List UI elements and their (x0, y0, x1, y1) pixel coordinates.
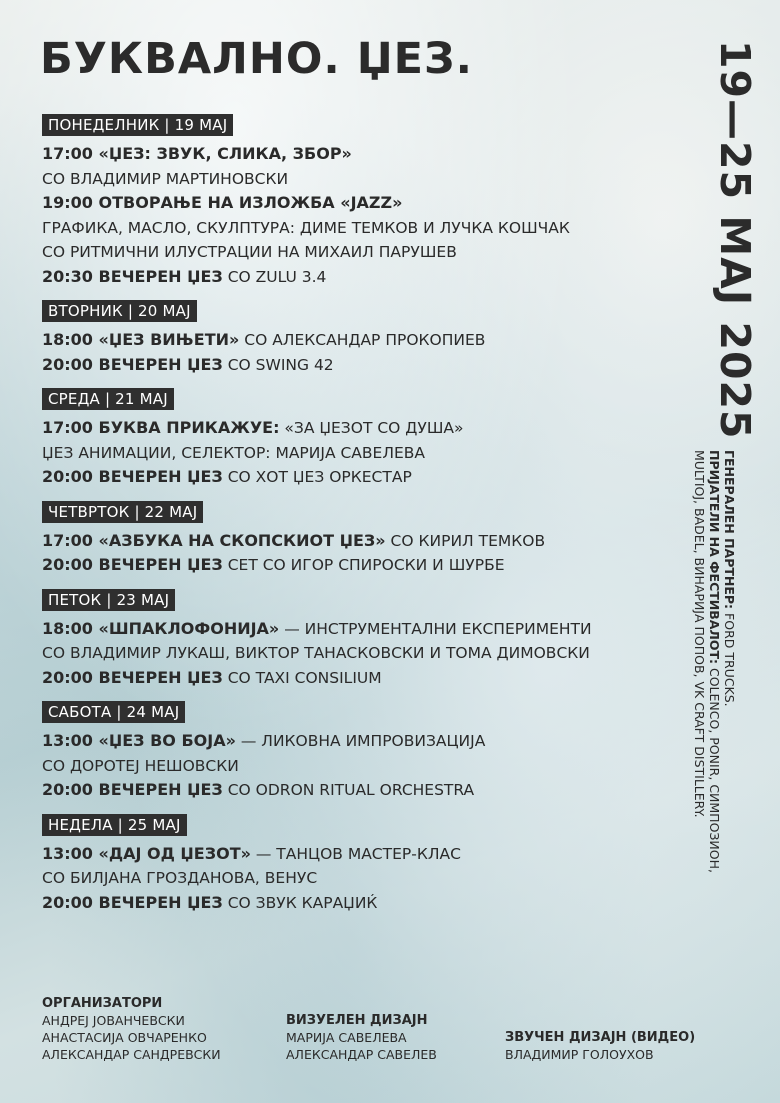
visual-design-credit (286, 1012, 437, 1063)
event-line (42, 240, 662, 265)
day-block (42, 300, 662, 377)
event-line (42, 353, 662, 378)
event-highlight: 20:00 ВЕЧЕРЕН ЏЕЗ (42, 555, 223, 574)
day-label: НЕДЕЛА | 25 МАЈ (42, 814, 187, 836)
event-highlight: 20:00 ВЕЧЕРЕН ЏЕЗ (42, 467, 223, 486)
event-detail: — ЛИКОВНА ИМПРОВИЗАЦИЈА (235, 732, 486, 750)
event-highlight: 20:00 ВЕЧЕРЕН ЏЕЗ (42, 780, 223, 799)
visual-design-heading: ВИЗУЕЛЕН ДИЗАЈН (286, 1013, 428, 1028)
event-highlight: 18:00 «ШПАКЛОФОНИЈА» (42, 618, 280, 638)
partners-line-3 (692, 450, 707, 873)
page-title: БУКВАЛНО. ЏЕЗ. (40, 34, 473, 84)
sound-designer-name: ВЛАДИМИР ГОЛОУХОВ (505, 1047, 654, 1062)
day-label: ПОНЕДЕЛНИК | 19 МАЈ (42, 114, 233, 136)
day-label: ВТОРНИК | 20 МАЈ (42, 300, 197, 322)
event-detail: — ТАНЦОВ МАСТЕР-КЛАС (250, 844, 461, 863)
event-line (42, 617, 662, 642)
event-line (42, 754, 662, 779)
day-block (42, 701, 662, 803)
day-label: СРЕДА | 21 МАЈ (42, 388, 174, 410)
schedule (42, 114, 662, 926)
friends-value-2: MULTIOJ, BADEL, ВИНАРИЈА ПОПОВ, VK CRAFT DISTILLERY. (692, 450, 707, 818)
event-line (42, 729, 662, 754)
event-detail: СО БИЛЈАНА ГРОЗДАНОВА, ВЕНУС (42, 869, 318, 887)
day-block (42, 501, 662, 578)
event-highlight: 17:00 «ЏЕЗ: ЗВУК, СЛИКА, ЗБОР» (42, 144, 352, 163)
event-highlight: 19:00 ОТВОРАЊЕ НА ИЗЛОЖБА «JAZZ» (42, 193, 403, 212)
event-detail: СО РИТМИЧНИ ИЛУСТРАЦИИ НА МИХАИЛ ПАРУШЕВ (42, 243, 457, 261)
event-detail: ЏЕЗ АНИМАЦИИ, СЕЛЕКТОР: МАРИЈА САВЕЛЕВА (42, 443, 426, 462)
general-partner-value: FORD TRUCKS. (722, 609, 737, 707)
friends-label: ПРИЈАТЕЛИ НА ФЕСТИВАЛОТ: (707, 450, 722, 664)
event-highlight: 18:00 «ЏЕЗ ВИЊЕТИ» (42, 330, 240, 349)
event-line (42, 866, 662, 891)
event-detail: СО ВЛАДИМИР ЛУКАШ, ВИКТОР ТАНАСКОВСКИ И ТОМА ДИМОВСКИ (42, 644, 590, 662)
event-highlight: 20:00 ВЕЧЕРЕН ЏЕЗ (42, 667, 223, 687)
event-highlight: 17:00 БУКВА ПРИКАЖУЕ: (42, 418, 280, 437)
event-detail: СО TAXI CONSILIUM (222, 668, 382, 687)
event-line (42, 216, 662, 241)
organizer-name: АНАСТАСИЈА ОВЧАРЕНКО (42, 1030, 207, 1045)
partners-block (692, 450, 737, 873)
organizers-heading: ОРГАНИЗАТОРИ (42, 996, 163, 1011)
event-highlight: 13:00 «ЏЕЗ ВО БОЈА» (42, 731, 236, 750)
event-detail: «ЗА ЏЕЗОТ СО ДУША» (279, 419, 464, 437)
event-line (42, 641, 662, 666)
event-detail: — ИНСТРУМЕНТАЛНИ ЕКСПЕРИМЕНТИ (279, 619, 592, 638)
event-line (42, 441, 662, 466)
event-detail: СО ZULU 3.4 (222, 267, 327, 286)
date-range-vertical (711, 40, 759, 440)
event-detail: СО ХОТ ЏЕЗ ОРКЕСТАР (222, 468, 412, 486)
event-line (42, 167, 662, 192)
event-detail: СО SWING 42 (222, 355, 334, 374)
organizer-name: АНДРЕЈ ЈОВАНЧЕВСКИ (42, 1013, 185, 1028)
event-highlight: 20:30 ВЕЧЕРЕН ЏЕЗ (42, 266, 223, 286)
day-label: ПЕТОК | 23 МАЈ (42, 589, 175, 611)
day-block (42, 814, 662, 916)
event-highlight: 17:00 «АЗБУКА НА СКОПСКИОТ ЏЕЗ» (42, 530, 386, 550)
event-detail: СО КИРИЛ ТЕМКОВ (385, 531, 546, 550)
event-highlight: 20:00 ВЕЧЕРЕН ЏЕЗ (42, 354, 223, 374)
event-detail: СО ODRON RITUAL ORCHESTRA (222, 781, 475, 799)
event-line (42, 666, 662, 691)
event-line (42, 778, 662, 803)
day-block (42, 114, 662, 289)
event-detail: СО ЗВУК КАРАЏИЌ (222, 893, 378, 912)
event-line (42, 553, 662, 578)
event-detail: СО ВЛАДИМИР МАРТИНОВСКИ (42, 169, 289, 188)
partners-line-1 (722, 450, 737, 873)
event-line (42, 142, 662, 167)
visual-designer-name: АЛЕКСАНДАР САВЕЛЕВ (286, 1047, 437, 1062)
organizers-credit (42, 995, 221, 1063)
date-range: 19—25 МАЈ 2025 (711, 40, 759, 440)
general-partner-label: ГЕНЕРАЛЕН ПАРТНЕР: (722, 450, 737, 610)
event-detail: ГРАФИКА, МАСЛО, СКУЛПТУРА: ДИМЕ ТЕМКОВ И ЛУЧКА КОШЧАК (42, 218, 570, 237)
partners-line-2 (707, 450, 722, 873)
event-line (42, 842, 662, 867)
event-line (42, 265, 662, 290)
day-block (42, 388, 662, 490)
event-detail: СО АЛЕКСАНДАР ПРОКОПИЕВ (239, 331, 486, 349)
sound-design-heading: ЗВУЧЕН ДИЗАЈН (ВИДЕО) (505, 1030, 696, 1045)
day-label: ЧЕТВРТОК | 22 МАЈ (42, 501, 203, 523)
event-detail: СО ДОРОТЕЈ НЕШОВСКИ (42, 756, 239, 775)
event-line (42, 328, 662, 353)
organizer-name: АЛЕКСАНДАР САНДРЕВСКИ (42, 1047, 221, 1062)
event-line (42, 465, 662, 490)
event-line (42, 891, 662, 916)
friends-value: COLENCO, PONIR, СИМПОЗИОН, (707, 664, 722, 873)
event-highlight: 13:00 «ДАЈ ОД ЏЕЗОТ» (42, 843, 251, 863)
visual-designer-name: МАРИЈА САВЕЛЕВА (286, 1030, 407, 1045)
event-line (42, 191, 662, 216)
sound-design-credit (505, 1029, 695, 1063)
event-line (42, 416, 662, 441)
day-block (42, 589, 662, 691)
event-detail: СЕТ СО ИГОР СПИРОСКИ И ШУРБЕ (222, 556, 505, 574)
day-label: САБОТА | 24 МАЈ (42, 701, 185, 723)
event-line (42, 529, 662, 554)
event-highlight: 20:00 ВЕЧЕРЕН ЏЕЗ (42, 892, 223, 912)
